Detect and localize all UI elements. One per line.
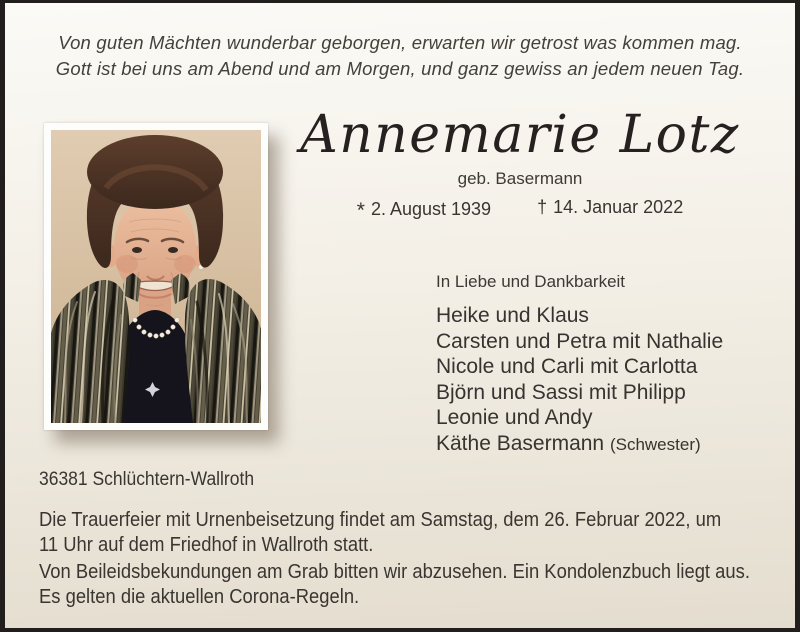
- life-dates: [273, 197, 767, 221]
- birth-date-text: 2. August 1939: [370, 199, 492, 219]
- funeral-details: [39, 469, 800, 609]
- portrait-photo: [51, 130, 261, 423]
- mourner-line-sister: [436, 431, 723, 458]
- death-date: [537, 197, 683, 221]
- mourner-line: Carsten und Petra mit Nathalie: [436, 329, 724, 353]
- deceased-name: Annemarie Lotz: [300, 105, 740, 165]
- death-date-text: 14. Januar 2022: [553, 197, 684, 217]
- portrait-photo-frame: [44, 123, 268, 430]
- mourner-line: Nicole und Carli mit Carlotta: [436, 355, 698, 379]
- mourners-section: [436, 272, 723, 458]
- sister-relation: (Schwester): [609, 434, 701, 454]
- mourner-line: Björn und Sassi mit Philipp: [436, 380, 686, 404]
- maiden-name: geb. Basermann: [457, 169, 583, 188]
- epigraph-line-1: Von guten Mächten wunderbar geborgen, erwarten wir getrost was kommen mag.: [58, 32, 742, 53]
- mourning-intro: In Liebe und Dankbarkeit: [436, 272, 626, 291]
- mourner-line: Leonie und Andy: [436, 406, 593, 430]
- birth-date: [357, 197, 491, 221]
- funeral-line-1: Die Trauerfeier mit Urnenbeisetzung findet am Samstag, dem 26. Februar 2022, um: [39, 509, 722, 531]
- death-cross-symbol: †: [537, 197, 548, 217]
- mourner-line: Heike und Klaus: [436, 304, 589, 327]
- funeral-text: [39, 508, 800, 609]
- funeral-line-2: 11 Uhr auf dem Friedhof in Wallroth statt.: [39, 533, 374, 556]
- funeral-line-3: Von Beileidsbekundungen am Grab bitten wir abzusehen. Ein Kondolenzbuch liegt aus.: [39, 561, 750, 583]
- sister-name: Käthe Basermann: [436, 431, 605, 455]
- location-line: 36381 Schlüchtern-Wallroth: [39, 469, 255, 490]
- funeral-line-4: Es gelten die aktuellen Corona-Regeln.: [39, 585, 360, 608]
- birth-star-symbol: *: [356, 199, 365, 222]
- epigraph: [5, 30, 795, 82]
- epigraph-line-2: Gott ist bei uns am Abend und am Morgen, und ganz gewiss an jedem neuen Tag.: [55, 58, 745, 79]
